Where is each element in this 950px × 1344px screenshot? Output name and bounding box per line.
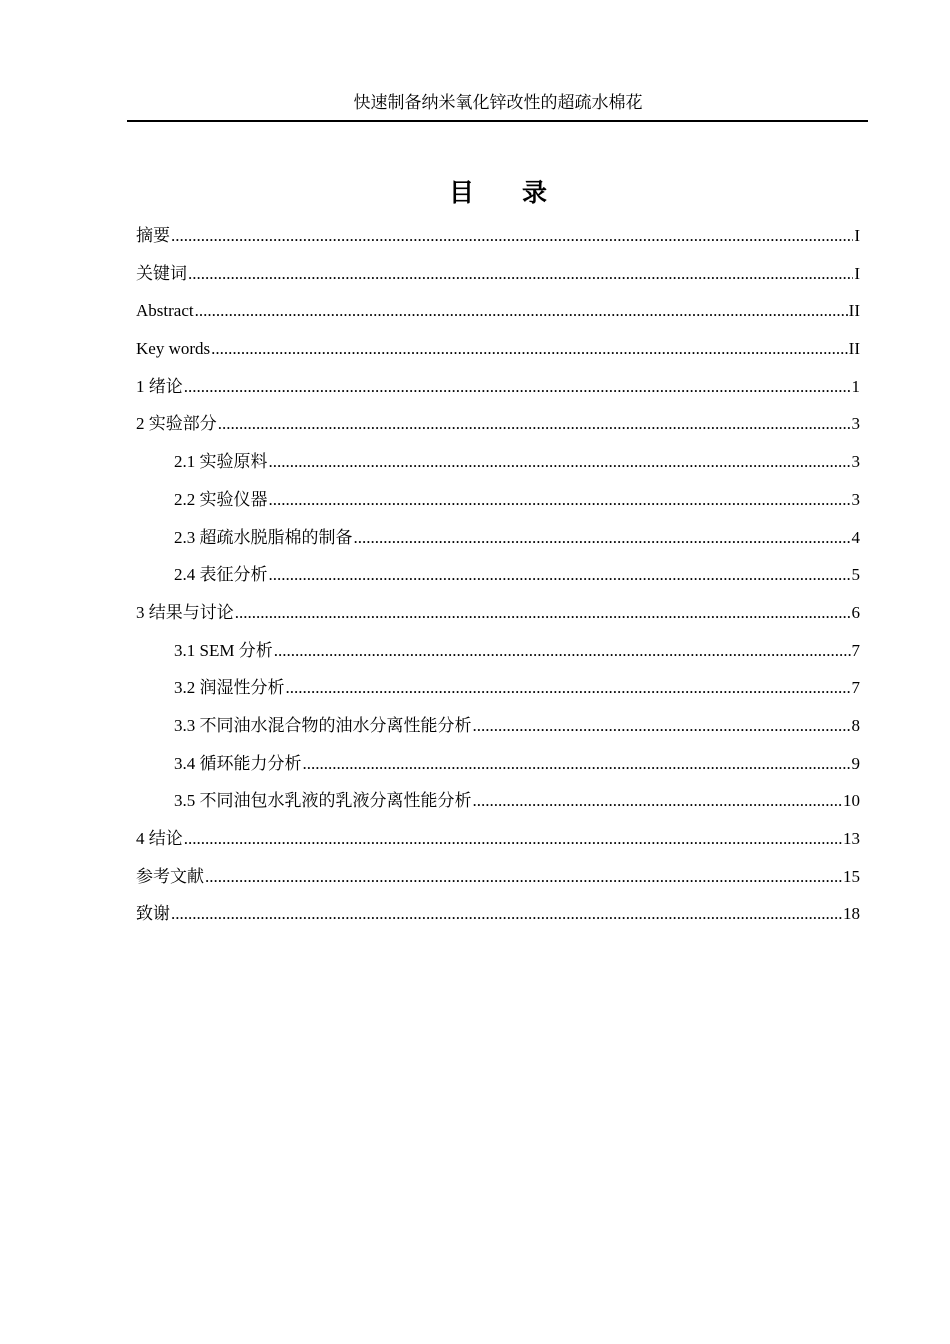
toc-leader-dots bbox=[354, 525, 851, 551]
toc-title-char-2: 录 bbox=[522, 180, 548, 207]
toc-leader-dots bbox=[269, 487, 851, 513]
toc-entry-section-3-3[interactable] bbox=[136, 712, 860, 750]
toc-entry-page: 8 bbox=[851, 715, 860, 735]
toc-entry-page: 6 bbox=[851, 602, 860, 622]
toc-entry-page: 7 bbox=[851, 678, 860, 698]
toc-entry-label: 3 结果与讨论 bbox=[136, 602, 234, 622]
toc-entry-chapter-2[interactable] bbox=[136, 410, 860, 448]
toc-leader-dots bbox=[269, 449, 851, 475]
toc-entry-label: 1 绪论 bbox=[136, 376, 183, 396]
toc-leader-dots bbox=[184, 374, 851, 400]
toc-entry-page: 1 bbox=[851, 376, 860, 396]
toc-entry-chapter-3[interactable] bbox=[136, 599, 860, 637]
toc-entry-page: 3 bbox=[851, 452, 860, 472]
toc-entry-chapter-4[interactable] bbox=[136, 825, 860, 863]
toc-leader-dots bbox=[195, 298, 848, 324]
toc-leader-dots bbox=[171, 901, 842, 927]
toc-entry-section-3-1[interactable] bbox=[136, 637, 860, 675]
toc-leader-dots bbox=[218, 411, 851, 437]
toc-entry-label: 关键词 bbox=[136, 263, 187, 283]
toc-entry-section-2-1[interactable] bbox=[136, 448, 860, 486]
toc-entry-section-3-5[interactable] bbox=[136, 787, 860, 825]
toc-leader-dots bbox=[211, 336, 848, 362]
toc-entry-label: 2.3 超疏水脱脂棉的制备 bbox=[174, 527, 353, 547]
toc-entry-label: Key words bbox=[136, 339, 211, 359]
toc-entry-label: 2.4 表征分析 bbox=[174, 565, 268, 585]
toc-entry-label: 致谢 bbox=[136, 904, 170, 924]
toc-entry-page: 13 bbox=[843, 829, 860, 848]
toc-title-char-1: 目 bbox=[448, 180, 474, 207]
toc-entry-page: I bbox=[854, 226, 860, 245]
toc-entry-page: 18 bbox=[843, 904, 860, 924]
toc-entry-page: 4 bbox=[851, 527, 860, 547]
toc-entry-label: 3.2 润湿性分析 bbox=[174, 678, 285, 698]
toc-leader-dots bbox=[188, 261, 853, 287]
toc-entry-label: 2 实验部分 bbox=[136, 414, 217, 434]
toc-entry-section-2-2[interactable] bbox=[136, 486, 860, 524]
toc-entry-page: 3 bbox=[851, 489, 860, 509]
toc-entry-label: 参考文献 bbox=[136, 866, 204, 886]
toc-leader-dots bbox=[235, 600, 851, 626]
toc-entry-section-3-2[interactable] bbox=[136, 674, 860, 712]
header-rule bbox=[127, 120, 868, 122]
toc-entry-label: Abstract bbox=[136, 301, 194, 321]
toc-entry-keywords-en[interactable] bbox=[136, 335, 860, 373]
toc-entry-keywords-cn[interactable] bbox=[136, 260, 860, 298]
toc-entry-label: 3.1 SEM 分析 bbox=[174, 640, 273, 660]
toc-leader-dots bbox=[303, 751, 851, 777]
running-header: 快速制备纳米氧化锌改性的超疏水棉花 bbox=[353, 93, 643, 112]
toc-entry-label: 摘要 bbox=[136, 226, 170, 245]
toc-entry-page: 5 bbox=[851, 565, 860, 585]
toc-entry-section-2-4[interactable] bbox=[136, 561, 860, 599]
toc-entry-page: II bbox=[848, 301, 860, 321]
toc-leader-dots bbox=[274, 638, 851, 664]
toc-entry-label: 3.3 不同油水混合物的油水分离性能分析 bbox=[174, 715, 472, 735]
toc-entry-label: 2.1 实验原料 bbox=[174, 452, 268, 472]
toc-leader-dots bbox=[286, 675, 851, 701]
toc-entry-page: II bbox=[848, 339, 860, 359]
toc-leader-dots bbox=[473, 713, 851, 739]
toc-leader-dots bbox=[184, 826, 842, 852]
toc-entry-acknowledgements[interactable] bbox=[136, 900, 860, 938]
table-of-contents bbox=[136, 222, 860, 938]
toc-entry-abstract-en[interactable] bbox=[136, 297, 860, 335]
toc-leader-dots bbox=[269, 562, 851, 588]
toc-entry-page: 9 bbox=[851, 753, 860, 773]
toc-entry-abstract-cn[interactable] bbox=[136, 222, 860, 260]
toc-entry-page: 15 bbox=[843, 866, 860, 886]
toc-entry-label: 4 结论 bbox=[136, 829, 183, 848]
toc-entry-page: 10 bbox=[843, 791, 860, 811]
toc-title bbox=[128, 178, 868, 210]
toc-entry-label: 3.5 不同油包水乳液的乳液分离性能分析 bbox=[174, 791, 472, 811]
toc-leader-dots bbox=[205, 864, 842, 890]
toc-leader-dots bbox=[473, 788, 843, 814]
toc-entry-label: 3.4 循环能力分析 bbox=[174, 753, 302, 773]
toc-leader-dots bbox=[171, 223, 853, 249]
toc-entry-page: 3 bbox=[851, 414, 860, 434]
toc-entry-section-2-3[interactable] bbox=[136, 524, 860, 562]
toc-entry-chapter-1[interactable] bbox=[136, 373, 860, 411]
toc-entry-page: I bbox=[854, 263, 860, 283]
toc-entry-label: 2.2 实验仪器 bbox=[174, 489, 268, 509]
toc-entry-references[interactable] bbox=[136, 863, 860, 901]
toc-entry-section-3-4[interactable] bbox=[136, 750, 860, 788]
toc-entry-page: 7 bbox=[851, 640, 860, 660]
